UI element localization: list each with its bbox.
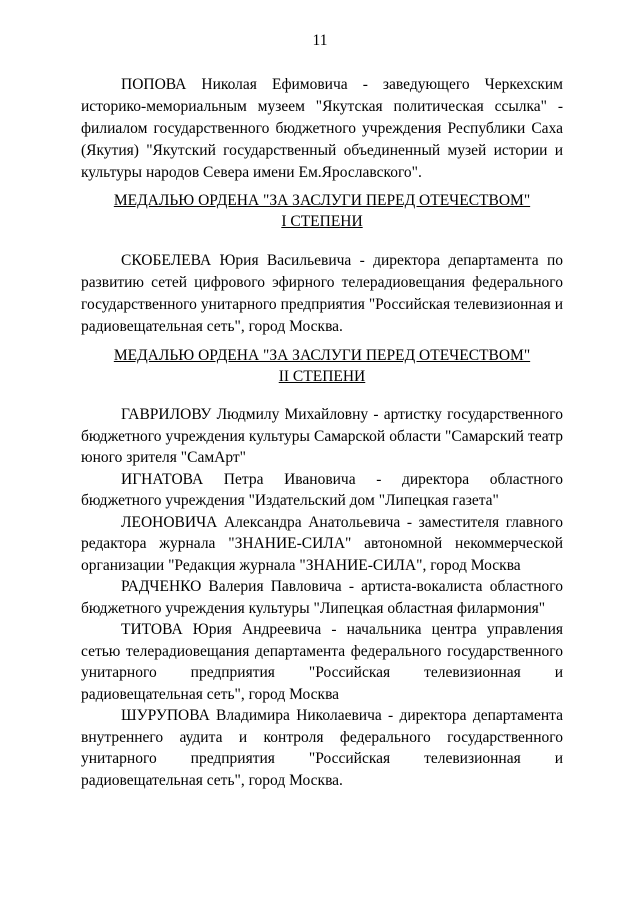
award-entry: ИГНАТОВА Петра Ивановича - директора областного бюджетного учреждения "Издательский дом "Липецкая газета" xyxy=(81,470,563,509)
award-entry: ПОПОВА Николая Ефимовича - заведующего Черкехским историко-мемориальным музеем "Якутская политическая ссылка" - филиалом государственного бюджетного учреждения Республики Саха (Якутия) "Якутский государственный объединенный музей истории и культуры народов Севера имени Ем.Ярославского". xyxy=(81,76,563,181)
award-entry: ШУРУПОВА Владимира Николаевича - директора департамента внутреннего аудита и контроля федерального государственного унитарного предприятия "Российская телевизионная и радиовещательная сеть", город Москва. xyxy=(81,707,563,789)
section-order-medal-1st xyxy=(81,190,563,232)
award-heading xyxy=(81,345,563,387)
award-heading-degree: I СТЕПЕНИ xyxy=(281,213,363,230)
award-entry: ЛЕОНОВИЧА Александра Анатольевича - заместителя главного редактора журнала "ЗНАНИЕ-СИЛА" автономной некоммерческой организации "Редакция журнала "ЗНАНИЕ-СИЛА", город Москва xyxy=(81,513,563,574)
award-entry: СКОБЕЛЕВА Юрия Васильевича - директора департамента по развитию сетей цифрового эфирного телерадиовещания федерального государственного унитарного предприятия "Российская телевизионная и радиовещательная сеть", город Москва. xyxy=(81,252,563,335)
section-order-medal-2nd-entries xyxy=(81,404,563,791)
award-entry: ГАВРИЛОВУ Людмилу Михайловну - артистку государственного бюджетного учреждения культуры Самарской области "Самарский театр юного зрителя "СамАрт" xyxy=(81,406,563,466)
award-heading xyxy=(81,190,563,232)
award-entry: РАДЧЕНКО Валерия Павловича - артиста-вокалиста областного бюджетного учреждения культуры "Липецкая областная филармония" xyxy=(81,578,563,617)
section-intro xyxy=(81,74,563,184)
section-order-medal-1st-entries xyxy=(81,250,563,338)
award-heading-title: МЕДАЛЬЮ ОРДЕНА "ЗА ЗАСЛУГИ ПЕРЕД ОТЕЧЕСТВОМ" xyxy=(113,347,531,364)
award-heading-degree: II СТЕПЕНИ xyxy=(278,368,366,385)
page-number: 11 xyxy=(312,32,328,49)
section-order-medal-2nd xyxy=(81,345,563,387)
award-heading-title: МЕДАЛЬЮ ОРДЕНА "ЗА ЗАСЛУГИ ПЕРЕД ОТЕЧЕСТВОМ" xyxy=(113,192,531,209)
award-entry: ТИТОВА Юрия Андреевича - начальника центра управления сетью телерадиовещания департамента федерального государственного унитарного предприятия "Российская телевизионная и радиовещательная сеть", город Москва xyxy=(81,621,563,703)
